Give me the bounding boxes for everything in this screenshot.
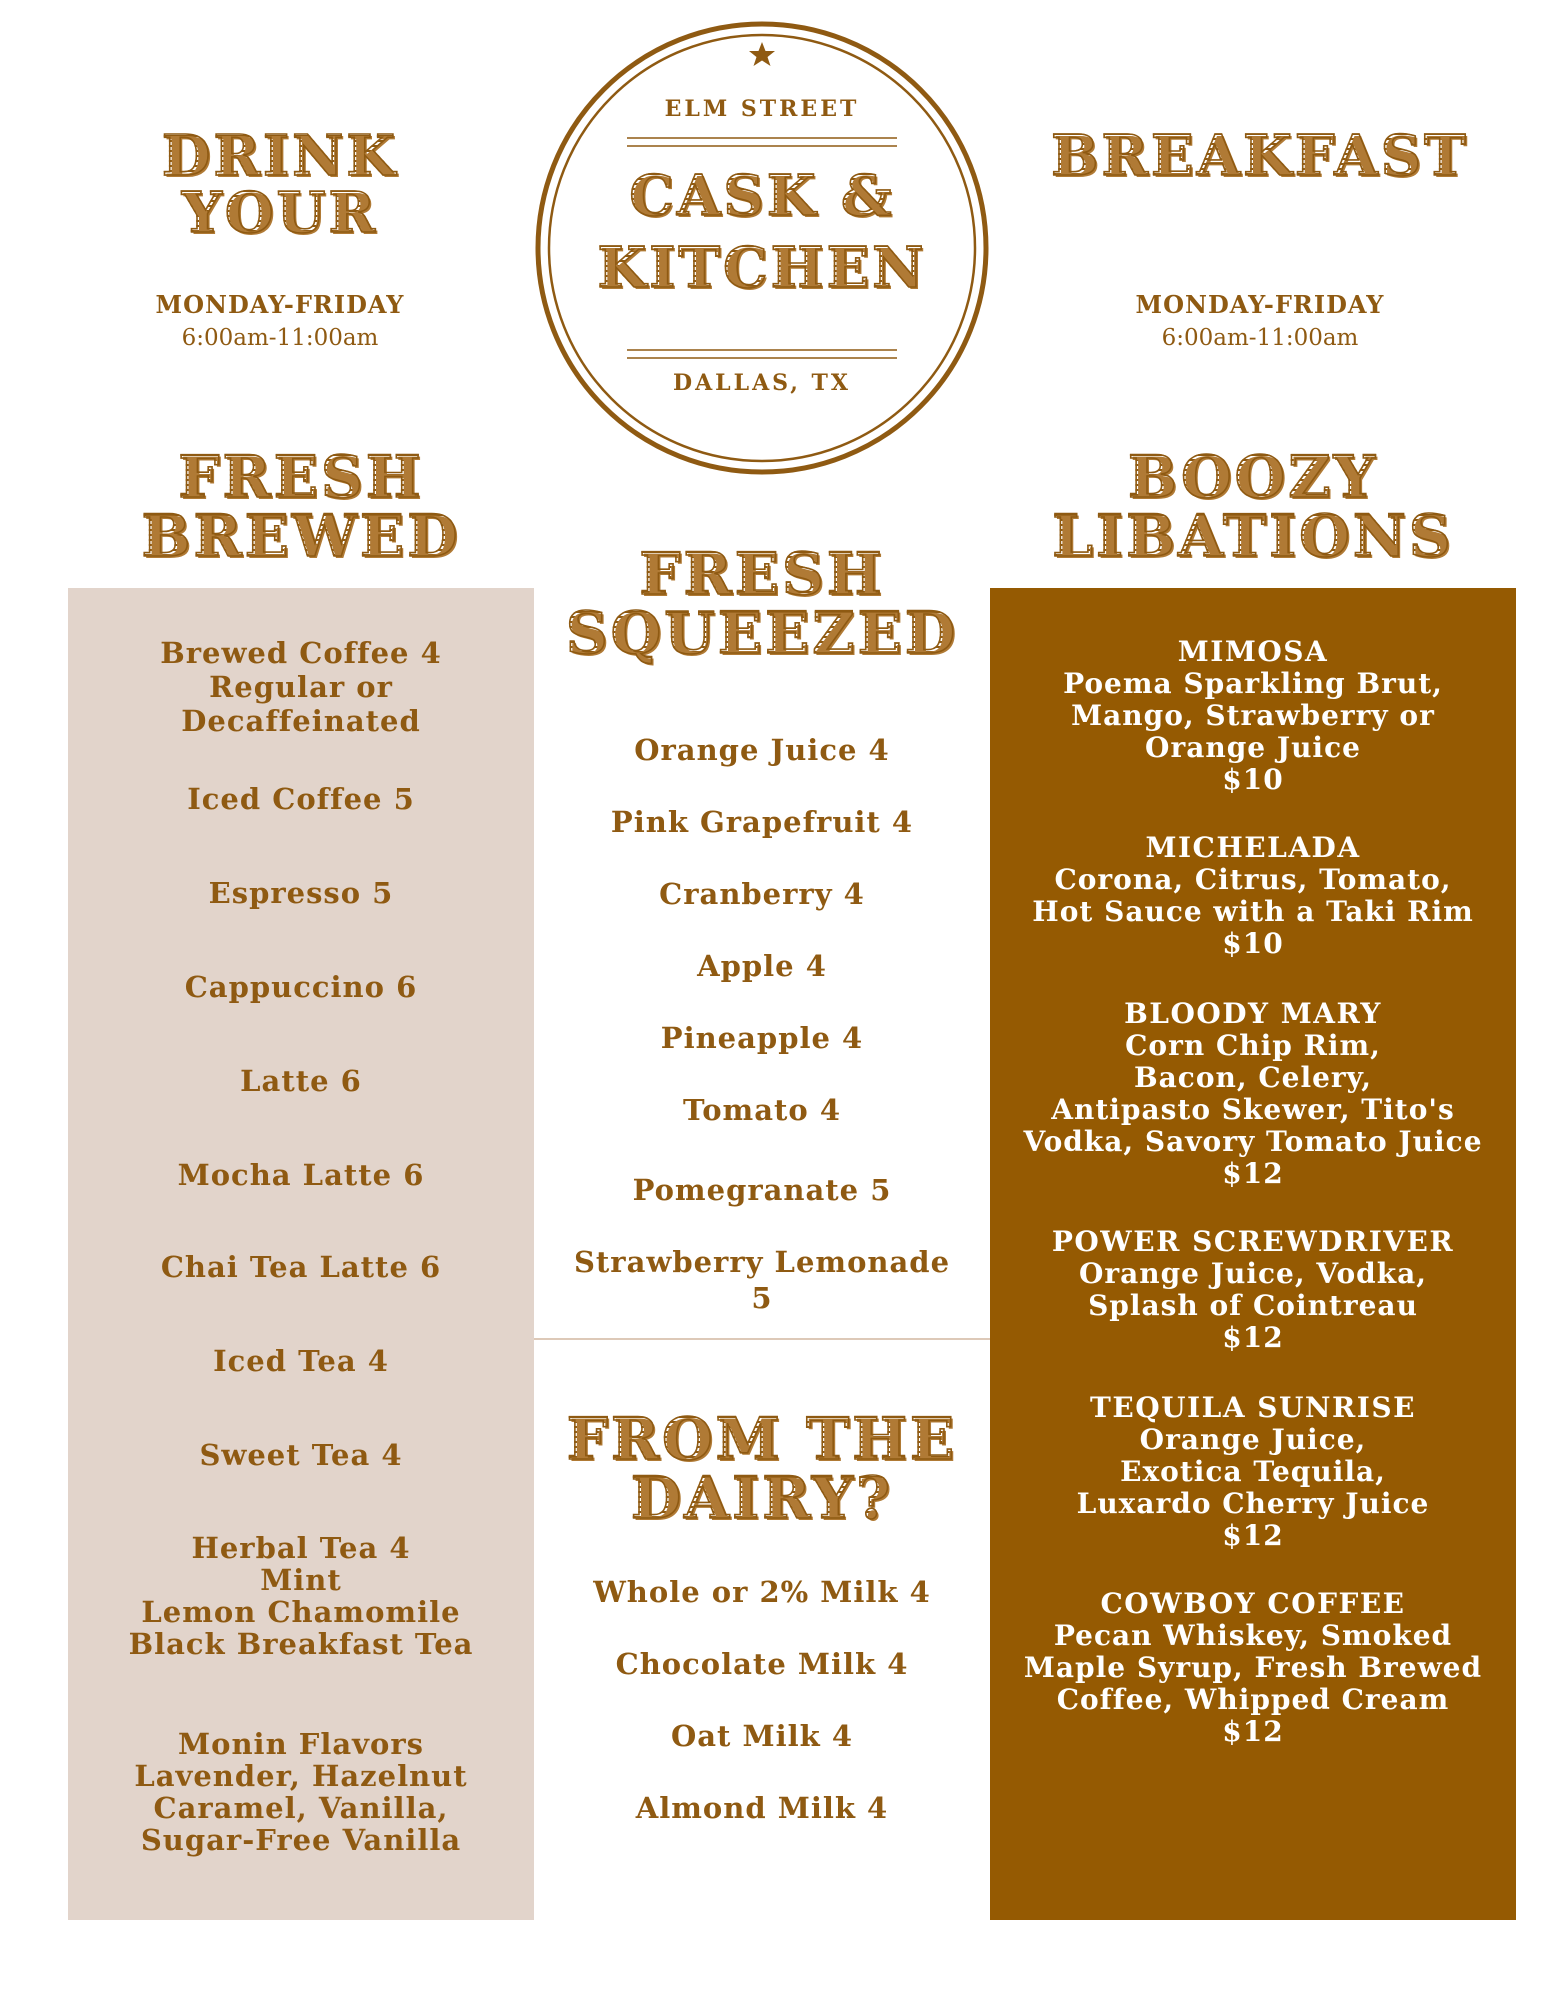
- drink-name: BLOODY MARY: [1124, 997, 1382, 1030]
- title-line: BREWED: [141, 502, 461, 571]
- fresh-brewed-panel: [68, 588, 534, 1920]
- header-title-right: BREAKFAST: [1040, 128, 1480, 185]
- menu-item: [534, 804, 990, 840]
- hours-right: [1040, 290, 1480, 351]
- item-name: Monin Flavors: [178, 1727, 424, 1761]
- title-line: FRESH: [178, 443, 424, 511]
- drink-detail: Orange Juice: [1145, 731, 1361, 764]
- item-name: Apple 4: [697, 949, 827, 983]
- item-detail: Regular or: [209, 670, 393, 704]
- drink-detail: Maple Syrup, Fresh Brewed: [1023, 1651, 1483, 1684]
- hours-time: 6:00am-11:00am: [181, 325, 379, 351]
- drink-detail: Poema Sparkling Brut,: [1063, 667, 1443, 700]
- item-detail: Decaffeinated: [181, 704, 421, 738]
- drink-price: $12: [1222, 1321, 1284, 1354]
- drink-price: $12: [1222, 1519, 1284, 1552]
- drink-item: [990, 1588, 1516, 1748]
- logo-line2: KITCHEN: [532, 240, 992, 297]
- item-name: Chai Tea Latte 6: [160, 1250, 442, 1284]
- drink-detail: Vodka, Savory Tomato Juice: [1023, 1125, 1483, 1158]
- drink-detail: Orange Juice,: [1139, 1423, 1367, 1456]
- hours-days: MONDAY-FRIDAY: [155, 290, 405, 319]
- drink-detail: Orange Juice, Vodka,: [1078, 1257, 1428, 1290]
- menu-item: [68, 1250, 534, 1284]
- item-name: Iced Coffee 5: [187, 782, 415, 816]
- menu-item: [68, 636, 534, 738]
- drink-price: $10: [1222, 927, 1284, 960]
- item-name: Whole or 2% Milk 4: [593, 1575, 931, 1609]
- item-name: Cappuccino 6: [184, 970, 418, 1004]
- fresh-brewed-title: [68, 443, 534, 571]
- menu-item: [68, 1064, 534, 1098]
- item-detail: Sugar-Free Vanilla: [140, 1823, 462, 1857]
- item-name: Pink Grapefruit 4: [610, 805, 914, 839]
- drink-detail: Splash of Cointreau: [1088, 1289, 1418, 1322]
- menu-item: [68, 970, 534, 1004]
- drink-detail: Corn Chip Rim,: [1125, 1029, 1381, 1062]
- menu-item: [68, 876, 534, 910]
- drink-name: TEQUILA SUNRISE: [1090, 1391, 1416, 1424]
- menu-item: [534, 1790, 990, 1826]
- item-detail: Black Breakfast Tea: [128, 1627, 474, 1661]
- logo-top-text: ELM STREET: [664, 96, 860, 122]
- dairy-list: [534, 1540, 990, 1840]
- drink-item: [990, 636, 1516, 796]
- title-line: BOOZY: [1128, 443, 1378, 511]
- title-line: SQUEEZED: [565, 599, 959, 668]
- hours-days: MONDAY-FRIDAY: [1135, 290, 1385, 319]
- menu-item: [534, 1020, 990, 1056]
- drink-detail: Pecan Whiskey, Smoked: [1053, 1619, 1453, 1652]
- menu-item: [534, 876, 990, 912]
- item-detail: Lavender, Hazelnut: [134, 1759, 468, 1793]
- item-name: Pineapple 4: [660, 1021, 864, 1055]
- boozy-libations-panel: [990, 588, 1516, 1920]
- menu-item: [534, 732, 990, 768]
- item-detail: Caramel, Vanilla,: [153, 1791, 449, 1825]
- item-name: Oat Milk 4: [670, 1719, 854, 1753]
- title-line: FRESH: [639, 540, 885, 608]
- menu-item: [534, 948, 990, 984]
- menu-item: [534, 1092, 990, 1128]
- item-name: Iced Tea 4: [213, 1344, 389, 1378]
- hours-left: [60, 290, 500, 351]
- item-name: Almond Milk 4: [635, 1791, 889, 1825]
- item-name: Herbal Tea 4: [191, 1531, 411, 1565]
- drink-name: MICHELADA: [1145, 831, 1361, 864]
- drink-detail: Bacon, Celery,: [1133, 1061, 1373, 1094]
- drink-price: $10: [1222, 763, 1284, 796]
- item-name: Orange Juice 4: [634, 733, 890, 767]
- menu-item: [534, 1574, 990, 1610]
- item-name: Brewed Coffee 4: [160, 636, 442, 670]
- menu-item: [68, 1344, 534, 1378]
- drink-detail: Luxardo Cherry Juice: [1076, 1487, 1430, 1520]
- item-name: Sweet Tea 4: [199, 1438, 403, 1472]
- title-line: DAIRY?: [630, 1464, 894, 1533]
- drink-detail: Hot Sauce with a Taki Rim: [1032, 895, 1474, 928]
- drink-item: [990, 832, 1516, 960]
- menu-item: [534, 1646, 990, 1682]
- item-name: Espresso 5: [208, 876, 394, 910]
- boozy-libations-title: [990, 443, 1516, 571]
- item-price: 5: [751, 1281, 773, 1315]
- item-name: Latte 6: [240, 1064, 362, 1098]
- logo-line1: CASK &: [532, 168, 992, 225]
- title-line: LIBATIONS: [1052, 502, 1454, 571]
- menu-item: [68, 1158, 534, 1192]
- item-name: Chocolate Milk 4: [615, 1647, 909, 1681]
- drink-item: [990, 998, 1516, 1190]
- drink-detail: Exotica Tequila,: [1120, 1455, 1386, 1488]
- menu-item: [534, 1172, 990, 1208]
- hours-time: 6:00am-11:00am: [1161, 325, 1359, 351]
- drink-name: POWER SCREWDRIVER: [1051, 1225, 1455, 1258]
- menu-item: [68, 1532, 534, 1660]
- menu-item: [68, 1728, 534, 1856]
- menu-item: [534, 1244, 990, 1316]
- menu-item: [534, 1718, 990, 1754]
- item-name: Tomato 4: [682, 1093, 842, 1127]
- header-title-left: DRINK YOUR: [60, 128, 500, 242]
- fresh-squeezed-list: [534, 0, 990, 1340]
- item-detail: Lemon Chamomile: [141, 1595, 461, 1629]
- section-divider: [534, 1338, 990, 1340]
- drink-detail: Antipasto Skewer, Tito's: [1051, 1093, 1455, 1126]
- drink-detail: Corona, Citrus, Tomato,: [1054, 863, 1452, 896]
- title-line: FROM THE: [566, 1405, 958, 1473]
- item-name: Mocha Latte 6: [177, 1158, 425, 1192]
- dairy-title: [534, 1405, 990, 1533]
- menu-item: [68, 1438, 534, 1472]
- drink-price: $12: [1222, 1715, 1284, 1748]
- item-name: Strawberry Lemonade: [573, 1245, 951, 1279]
- menu-item: [68, 782, 534, 816]
- drink-item: [990, 1392, 1516, 1552]
- logo-bottom-text: DALLAS, TX: [672, 370, 852, 396]
- drink-item: [990, 1226, 1516, 1354]
- drink-price: $12: [1222, 1157, 1284, 1190]
- drink-detail: Coffee, Whipped Cream: [1056, 1683, 1450, 1716]
- drink-name: COWBOY COFFEE: [1100, 1587, 1406, 1620]
- item-detail: Mint: [260, 1563, 342, 1597]
- item-name: Pomegranate 5: [632, 1173, 892, 1207]
- item-name: Cranberry 4: [659, 877, 865, 911]
- drink-name: MIMOSA: [1177, 635, 1329, 668]
- drink-detail: Mango, Strawberry or: [1071, 699, 1435, 732]
